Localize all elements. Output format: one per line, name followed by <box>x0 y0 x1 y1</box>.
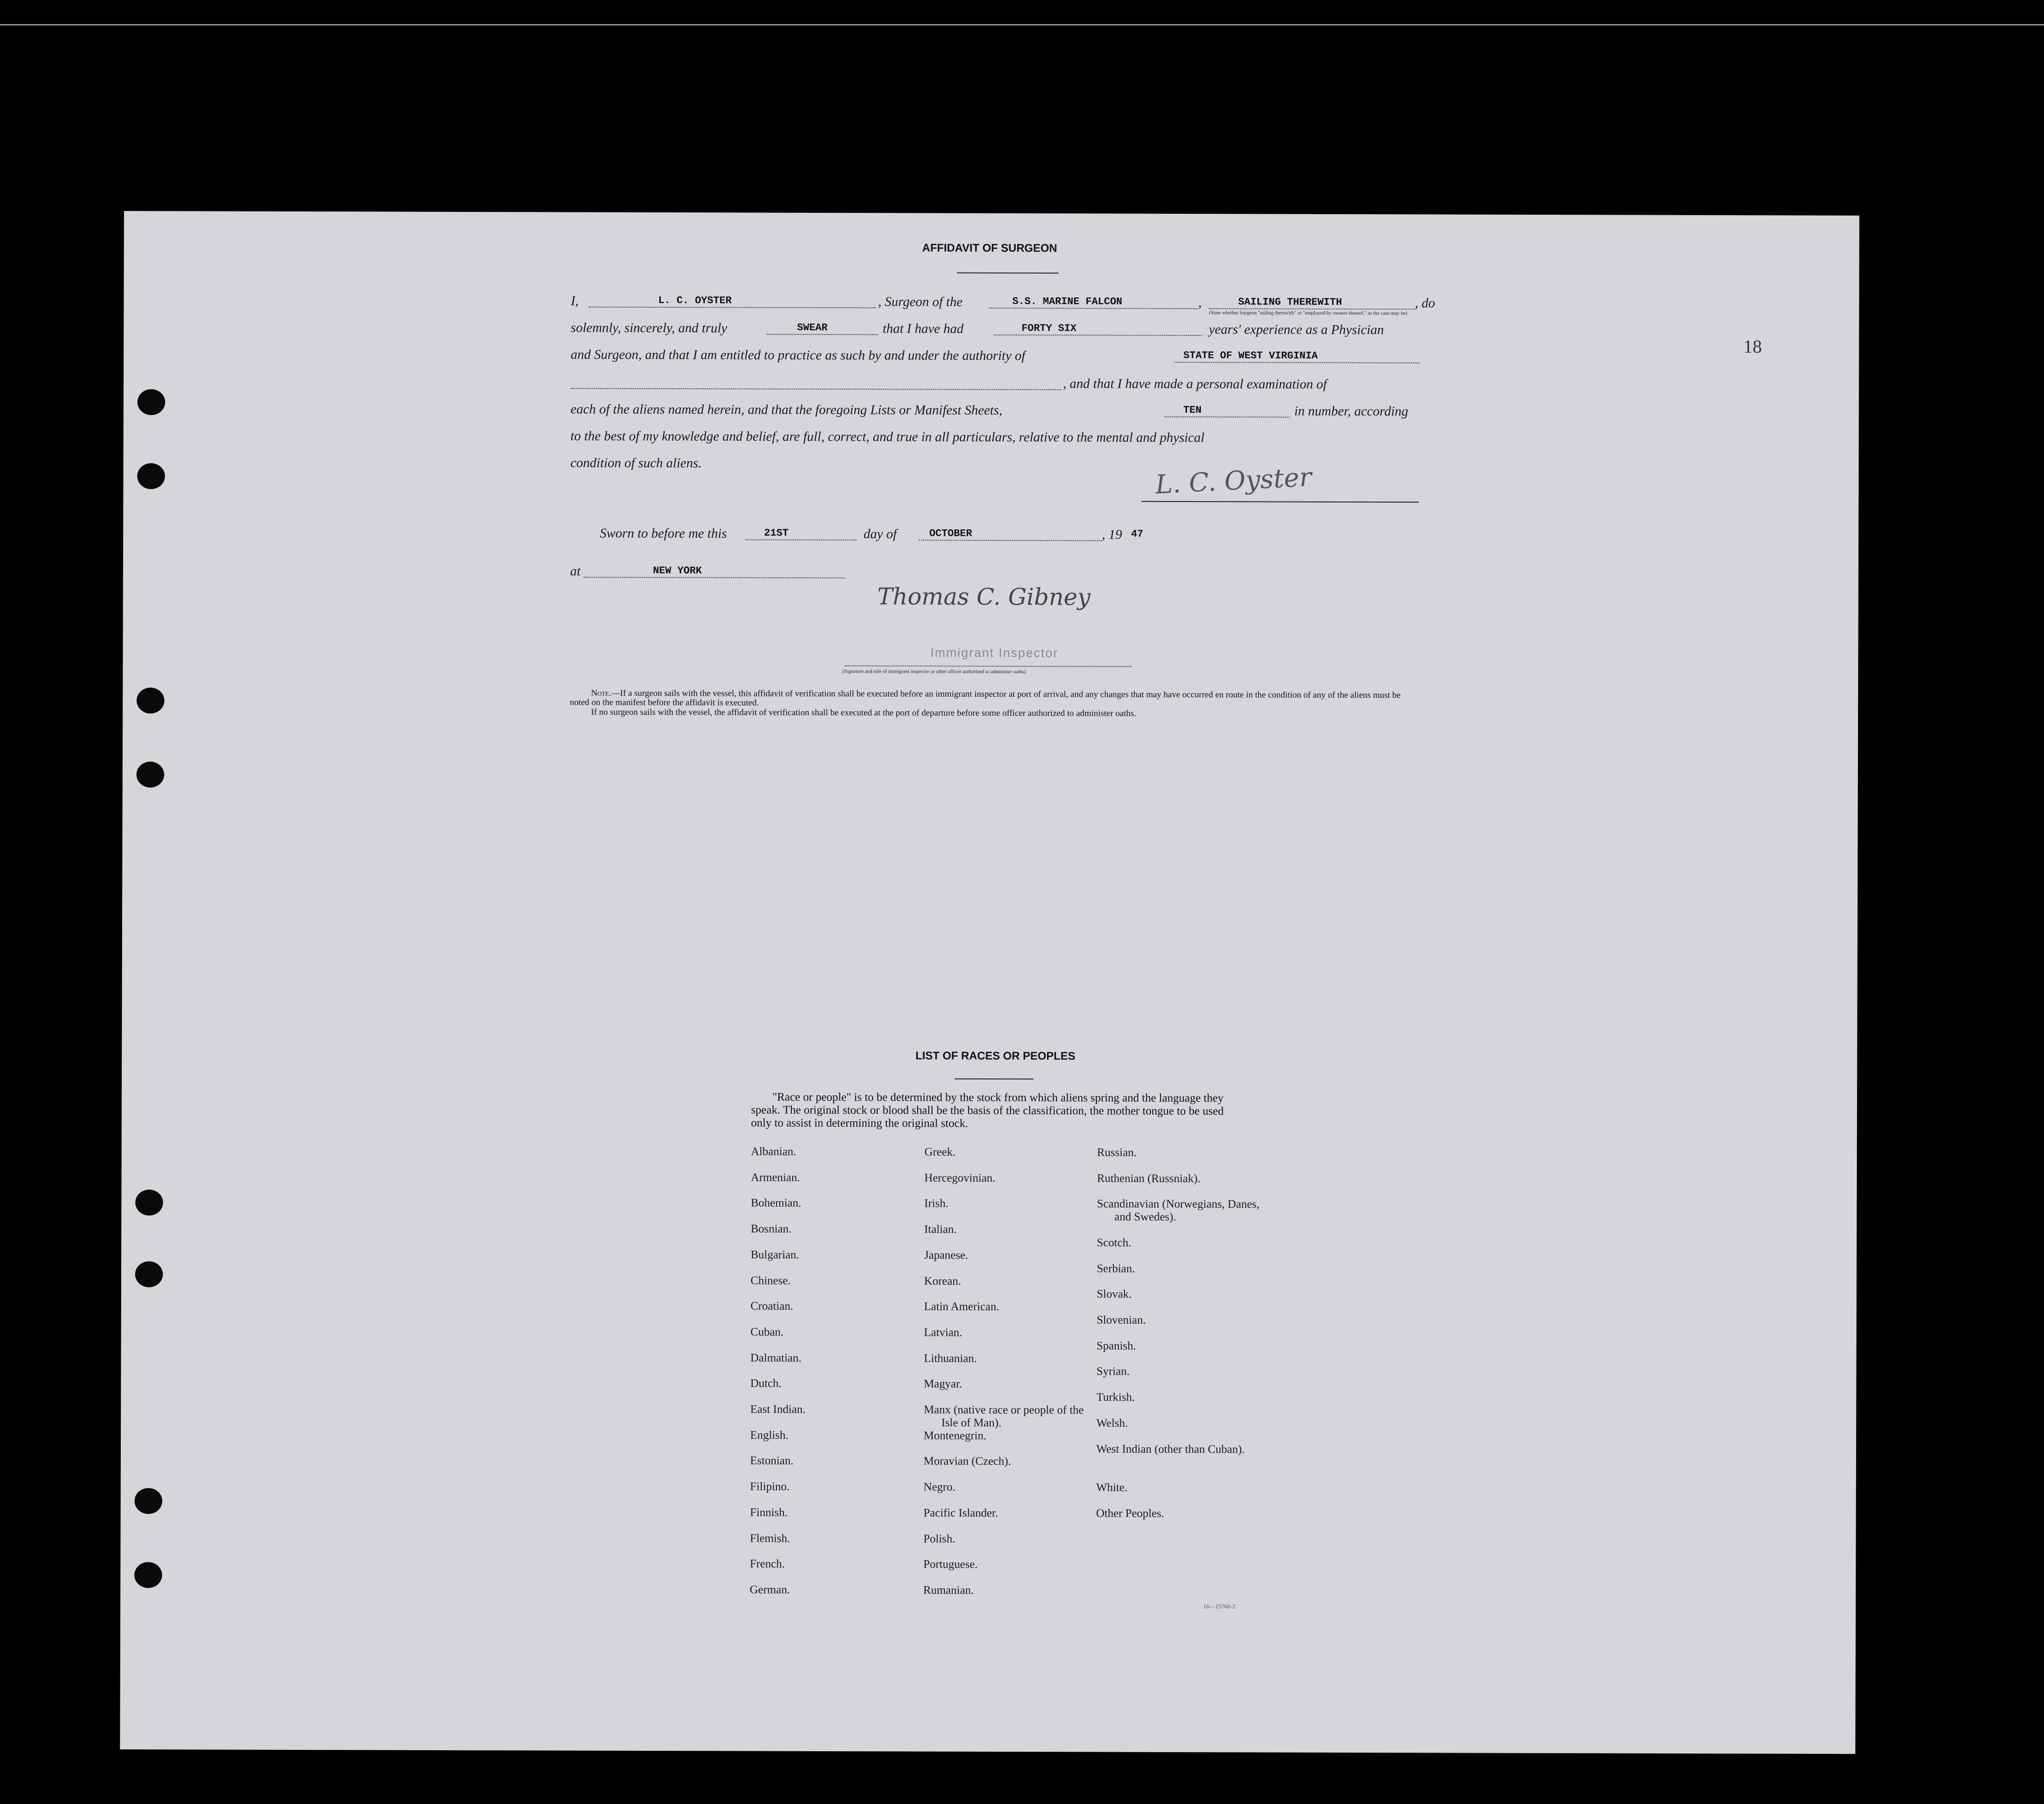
race-entry: Polish. <box>923 1532 956 1545</box>
race-entry: Spanish. <box>1096 1339 1137 1352</box>
blank-line <box>746 539 857 541</box>
capacity-note: (State whether Surgeon "sailing therewith" or "employed by owners thereof," as the case may be) <box>1209 310 1408 316</box>
race-entry: Ruthenian (Russniak). <box>1097 1172 1201 1185</box>
surgeon-name: L. C. OYSTER <box>658 295 732 307</box>
affidavit-note-2: If no surgeon sails with the vessel, the affidavit of verification shall be executed at the port of departure before some officer authorized to administer oaths. <box>591 707 1137 719</box>
affidavit-text: , 19 <box>1102 527 1122 542</box>
punch-hole <box>137 389 165 415</box>
race-entry: East Indian. <box>750 1403 806 1416</box>
blank-line <box>1174 362 1419 363</box>
race-entry: Hercegovinian. <box>924 1172 995 1184</box>
affidavit-text: , Surgeon of the <box>878 294 963 310</box>
race-entry: Syrian. <box>1096 1365 1130 1378</box>
race-entry: Pacific Islander. <box>923 1506 998 1519</box>
race-entry: Magyar. <box>924 1377 963 1390</box>
affidavit-text: at <box>570 564 581 579</box>
race-entry: Russian. <box>1097 1146 1137 1159</box>
race-entry: Filipino. <box>750 1480 790 1493</box>
race-entry: Portuguese. <box>923 1558 978 1571</box>
page-number: 18 <box>1743 336 1762 357</box>
race-entry: Japanese. <box>924 1249 969 1262</box>
scan-top-line <box>0 24 2044 25</box>
race-entry: Dalmatian. <box>750 1351 801 1364</box>
sworn-month: OCTOBER <box>929 527 972 539</box>
sworn-day: 21ST <box>764 527 789 539</box>
race-entry: Bosnian. <box>751 1222 792 1235</box>
affidavit-title: AFFIDAVIT OF SURGEON <box>922 242 1057 255</box>
vessel-name: S.S. MARINE FALCON <box>1012 296 1123 308</box>
oath-type: SWEAR <box>797 322 828 334</box>
race-entry: Chinese. <box>750 1274 791 1287</box>
affidavit-text: in number, according <box>1294 403 1409 419</box>
race-entry: Manx (native race or people of the Isle of Man). <box>924 1403 1084 1429</box>
race-entry: Slovenian. <box>1096 1314 1146 1327</box>
affidavit-text: that I have had <box>882 321 964 336</box>
race-entry: Dutch. <box>750 1377 782 1390</box>
years-experience: FORTY SIX <box>1021 322 1077 335</box>
affidavit-text: and Surgeon, and that I am entitled to practice as such by and under the authority of <box>571 347 1025 364</box>
race-entry: Armenian. <box>751 1171 800 1184</box>
blank-line <box>589 307 876 309</box>
race-entry: Welsh. <box>1096 1417 1128 1430</box>
race-entry: Turkish. <box>1096 1391 1135 1404</box>
licensing-authority: STATE OF WEST VIRGINIA <box>1183 349 1318 362</box>
races-column-2 <box>923 1146 1089 1597</box>
blank-line <box>1165 416 1290 418</box>
blank-line <box>919 540 1102 541</box>
race-entry: Finnish. <box>750 1506 788 1519</box>
race-entry: Serbian. <box>1096 1262 1135 1275</box>
races-intro: "Race or people" is to be determined by the stock from which aliens spring and the language they speak. The original stock or blood shall be the basis of the classification, the mother tongue to be used only to assist in determining the original stock. <box>751 1091 1224 1130</box>
punch-hole <box>134 1562 162 1588</box>
race-entry: Bulgarian. <box>751 1248 799 1261</box>
blank-line <box>989 308 1197 309</box>
affidavit-text: day of <box>864 527 897 542</box>
blank-line <box>994 335 1202 336</box>
blank-line <box>767 334 878 335</box>
race-entry: Flemish. <box>750 1532 790 1545</box>
race-entry: German. <box>750 1583 790 1596</box>
punch-hole <box>137 688 164 713</box>
race-entry: Scotch. <box>1097 1236 1131 1249</box>
manifest-sheet-count: TEN <box>1183 404 1202 416</box>
punch-hole <box>135 1190 163 1215</box>
punch-hole <box>135 1488 162 1514</box>
title-underline <box>957 273 1059 274</box>
race-entry: Latvian. <box>924 1326 963 1339</box>
signature-caption: (Signature and title of immigrant inspector or other officer authorized to administer oaths) <box>842 669 1026 675</box>
note-label: Note. <box>591 688 612 698</box>
race-entry: Korean. <box>924 1275 961 1288</box>
affidavit-text: I, <box>571 293 579 309</box>
race-entry: Other Peoples. <box>1096 1507 1164 1520</box>
races-title: LIST OF RACES OR PEOPLES <box>915 1049 1075 1063</box>
race-entry: Scandinavian (Norwegians, Danes, and Swedes). <box>1097 1197 1260 1223</box>
blank-line <box>584 577 845 578</box>
race-entry: Italian. <box>924 1223 957 1236</box>
surgeon-signature: L. C. Oyster <box>1155 462 1312 500</box>
race-entry: Lithuanian. <box>924 1352 977 1365</box>
document-page <box>120 211 1859 1754</box>
affidavit-text: , and that I have made a personal examination of <box>1062 376 1327 392</box>
punch-hole <box>135 1261 163 1287</box>
affidavit-text: each of the aliens named herein, and that the foregoing Lists or Manifest Sheets, <box>570 402 1002 418</box>
race-entry: Estonian. <box>750 1454 794 1467</box>
blank-line <box>845 665 1131 667</box>
punch-hole <box>137 463 165 489</box>
race-entry: Rumanian. <box>923 1584 974 1597</box>
race-entry: Cuban. <box>750 1326 784 1339</box>
affidavit-text: , do <box>1415 296 1435 311</box>
signature-line <box>1141 501 1419 503</box>
race-entry: Albanian. <box>751 1145 796 1158</box>
affidavit-text: condition of such aliens. <box>570 455 702 471</box>
race-entry: Greek. <box>924 1146 956 1159</box>
affidavit-text: to the best of my knowledge and belief, are full, correct, and true in all particulars, relative to the mental and physical <box>570 428 1205 446</box>
race-entry: English. <box>750 1429 789 1442</box>
race-entry: Latin American. <box>924 1300 1000 1313</box>
inspector-title-stamp: Immigrant Inspector <box>930 645 1059 660</box>
affidavit-text: , <box>1198 295 1202 310</box>
race-entry: West Indian (other than Cuban). <box>1096 1443 1245 1456</box>
race-entry: Irish. <box>924 1197 949 1210</box>
race-entry: Moravian (Czech). <box>923 1455 1011 1468</box>
race-entry: Slovak. <box>1096 1288 1132 1301</box>
affidavit-text: Sworn to before me this <box>600 526 727 541</box>
affidavit-note <box>570 689 1421 710</box>
race-entry: Croatian. <box>750 1300 794 1313</box>
blank-line <box>1209 308 1415 310</box>
sworn-year: 47 <box>1131 528 1143 540</box>
race-entry: Negro. <box>923 1481 956 1494</box>
inspector-signature: Thomas C. Gibney <box>877 583 1091 611</box>
race-entry: White. <box>1096 1481 1128 1494</box>
blank-line <box>571 388 1061 391</box>
affidavit-text: solemnly, sincerely, and truly <box>571 320 727 336</box>
surgeon-capacity: SAILING THEREWITH <box>1238 296 1342 308</box>
punch-hole <box>137 762 164 787</box>
affidavit-text: years' experience as a Physician <box>1209 322 1384 338</box>
race-entry: Montenegrin. <box>924 1429 987 1442</box>
note-text: —If a surgeon sails with the vessel, this affidavit of verification shall be executed before an immigrant inspector at port of arrival, and any changes that may have occurred en route in the condition of any of the aliens must be noted on the manifest before the affidavit is executed. <box>570 688 1401 708</box>
form-number: 16—15760-2 <box>1203 1603 1236 1610</box>
sworn-place: NEW YORK <box>652 564 702 577</box>
race-entry: French. <box>750 1557 785 1570</box>
race-entry: Bohemian. <box>751 1196 801 1209</box>
